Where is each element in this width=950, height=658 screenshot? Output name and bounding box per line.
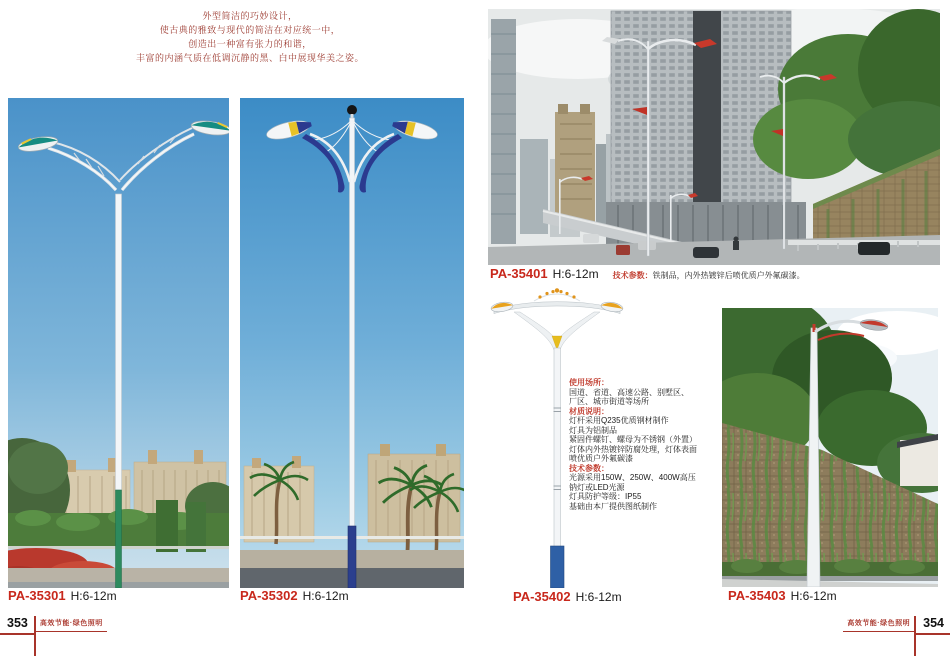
spec-line: 灯具为铝制品 — [569, 425, 617, 435]
model-height: H:6-12m — [70, 589, 117, 603]
intro-text — [60, 9, 440, 65]
model-number: PA-35401 — [490, 266, 548, 281]
finial-ball — [347, 105, 357, 115]
intro-line: 丰富的内涵气质在低调沉静的黑、白中展现华美之姿。 — [135, 53, 364, 63]
model-number: PA-35301 — [8, 588, 66, 603]
canopy-ornament — [538, 288, 575, 298]
lamp-pole — [551, 348, 565, 588]
cyclist — [734, 237, 739, 242]
photo-pa35401 — [488, 9, 940, 265]
white-building — [897, 434, 938, 486]
footer-slogan-left: 高效节能·绿色照明 — [36, 616, 107, 632]
lamp-head-right — [600, 301, 623, 313]
spec-line: 基础由本厂提供图纸制作 — [569, 501, 657, 511]
page-number-left: 353 — [0, 616, 34, 635]
model-height: H:6-12m — [302, 589, 349, 603]
product-caption — [8, 589, 117, 603]
spec-line: 国道、省道、高速公路、别墅区、 — [569, 387, 689, 397]
product-image-pa35301 — [8, 98, 229, 588]
product-image-pa35302 — [240, 98, 464, 588]
spec-tech-title: 技术参数： — [569, 463, 609, 473]
trumpet-veil — [514, 312, 600, 350]
model-note — [613, 270, 805, 281]
model-number: PA-35402 — [513, 589, 571, 604]
note-text: 铁制品，内外热镀锌后喷优质户外氟碳漆。 — [652, 271, 805, 280]
product-caption — [513, 590, 622, 604]
model-height: H:6-12m — [575, 590, 622, 604]
canopy — [494, 288, 620, 313]
spec-line: 灯具防护等级：IP55 — [569, 492, 642, 501]
pole-base — [348, 526, 356, 588]
spec-usage-title: 使用场所： — [569, 378, 609, 387]
spec-line: 钠灯或LED光源 — [569, 482, 625, 492]
page-number-right: 354 — [916, 616, 950, 635]
lamp-pole — [116, 194, 122, 588]
spec-block — [569, 378, 709, 511]
intro-line: 使古典的雅致与现代的简洁在对应统一中， — [159, 25, 341, 35]
footer-right — [843, 616, 950, 656]
spec-line: 灯体内外热镀锌防腐处理，灯体表面 — [569, 444, 697, 454]
model-number: PA-35403 — [728, 588, 786, 603]
intro-line: 创造出一种富有张力的和谐， — [188, 39, 312, 49]
footer-left — [0, 616, 107, 656]
lamp-head-left — [490, 301, 513, 313]
spec-line: 厂区、城市街道等场所 — [569, 397, 649, 406]
product-caption — [240, 589, 349, 603]
photo-pa35403 — [722, 308, 938, 587]
model-height: H:6-12m — [790, 589, 837, 603]
model-number: PA-35302 — [240, 588, 298, 603]
intro-line: 外型简洁的巧妙设计， — [202, 11, 298, 21]
spec-line: 光源采用150W、250W、400W高压 — [569, 473, 696, 482]
model-height: H:6-12m — [552, 267, 599, 281]
pole-base — [551, 546, 565, 588]
hedge-row — [722, 559, 938, 581]
spec-line: 喷优质户外氟碳漆 — [569, 454, 633, 463]
spec-line: 紧固件螺钉、螺母为不锈钢（外置） — [569, 435, 697, 444]
product-caption — [728, 589, 837, 603]
spec-line: 灯杆采用Q235优质钢材制作 — [569, 416, 669, 425]
product-caption — [490, 267, 805, 281]
note-label: 技术参数： — [612, 271, 653, 280]
spec-material-title: 材质说明： — [569, 406, 609, 416]
footer-slogan-right: 高效节能·绿色照明 — [843, 616, 914, 632]
